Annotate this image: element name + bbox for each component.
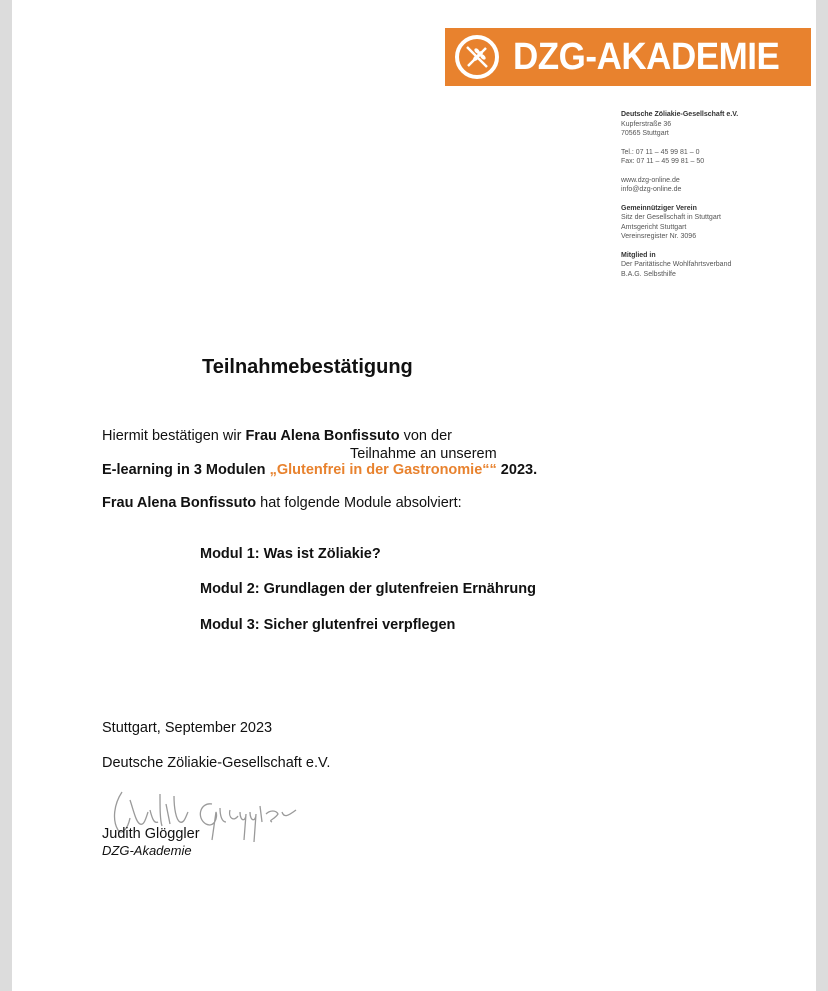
modules-intro-line (102, 495, 462, 511)
module-3: Modul 3: Sicher glutenfrei verpflegen (200, 617, 456, 633)
course-title: „Glutenfrei in der Gastronomie““ (269, 462, 497, 478)
logo-text: DZG-AKADEMIE (513, 35, 780, 78)
document-title: Teilnahmebestätigung (202, 356, 413, 378)
verein-line-3: Vereinsregister Nr. 3096 (621, 233, 697, 240)
address-fax: Fax: 07 11 – 45 99 81 – 50 (621, 158, 705, 165)
mitglied-line-1: Der Paritätische Wohlfahrtsverband (621, 261, 732, 268)
verein-line-2: Amtsgericht Stuttgart (621, 223, 687, 231)
module-1: Modul 1: Was ist Zöliakie? (200, 546, 381, 562)
participant-name: Frau Alena Bonfissuto (245, 428, 400, 444)
address-mail: info@dzg-online.de (621, 186, 682, 193)
participant-name-2: Frau Alena Bonfissuto (102, 495, 257, 511)
confirmation-line-2: Teilnahme an unserem (350, 446, 497, 462)
place-date: Stuttgart, September 2023 (102, 720, 273, 736)
crossed-grain-icon (455, 35, 499, 79)
module-2: Modul 2: Grundlagen der glutenfreien Ernährung (200, 581, 536, 597)
certificate-page (12, 0, 816, 991)
confirmation-text: Hiermit bestätigen wir (102, 428, 246, 444)
course-line (102, 462, 537, 478)
confirmation-line-1 (102, 428, 452, 444)
confirmation-text-end: von der (399, 428, 452, 444)
course-year: 2023. (496, 462, 538, 478)
signer-name: Judith Glöggler (102, 826, 200, 842)
address-web: www.dzg-online.de (621, 176, 680, 184)
sender-address-block (621, 110, 811, 288)
course-intro: E-learning in 3 Modulen (102, 462, 270, 478)
address-city: 70565 Stuttgart (621, 130, 669, 137)
signer-role: DZG-Akademie (102, 843, 192, 858)
dzg-akademie-logo (445, 28, 811, 86)
verein-title: Gemeinnütziger Verein (621, 204, 697, 212)
address-org: Deutsche Zöliakie-Gesellschaft e.V. (621, 111, 739, 118)
mitglied-title: Mitglied in (621, 251, 656, 259)
issuing-org: Deutsche Zöliakie-Gesellschaft e.V. (102, 755, 331, 771)
mitglied-line-2: B.A.G. Selbsthilfe (621, 270, 676, 278)
address-tel: Tel.: 07 11 – 45 99 81 – 0 (621, 148, 700, 156)
verein-line-1: Sitz der Gesellschaft in Stuttgart (621, 214, 721, 221)
modules-intro-text: hat folgende Module absolviert: (256, 495, 462, 511)
address-street: Kupferstraße 36 (621, 120, 672, 128)
